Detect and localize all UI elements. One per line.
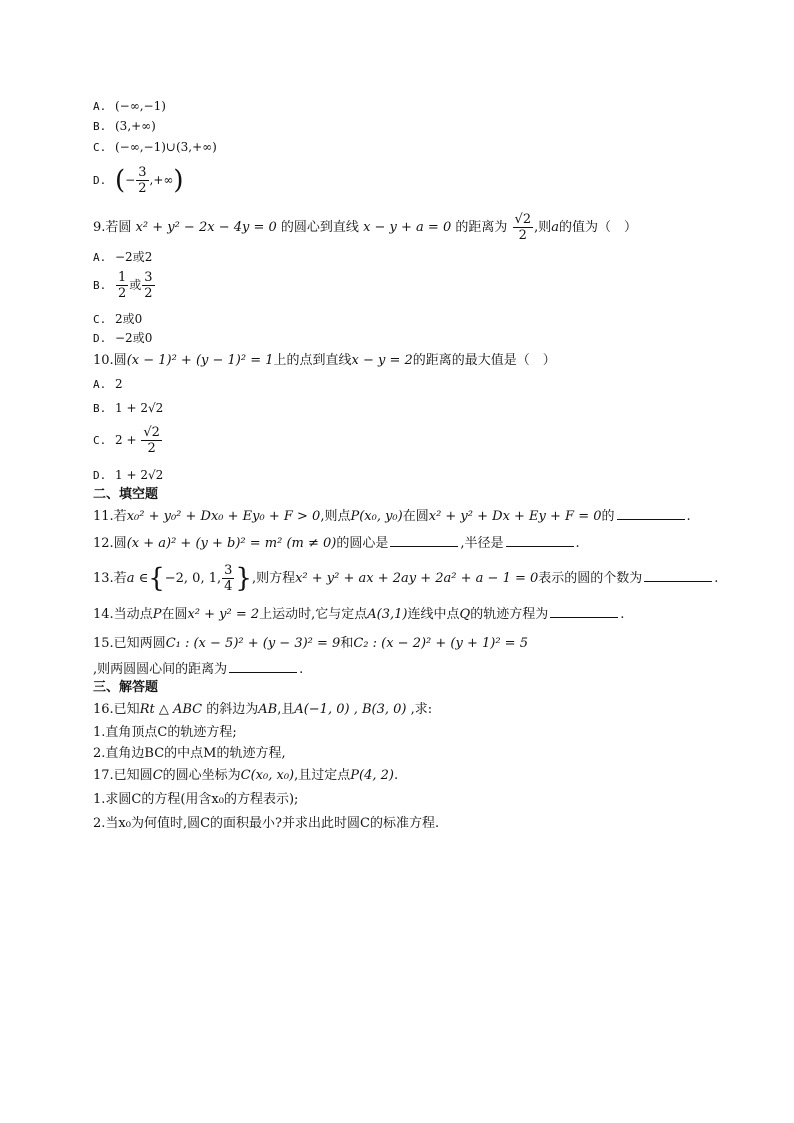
q14: 14.当动点P在圆x² + y² = 2上运动时,它与定点A(3,1)连线中点Q的轨迹方程为 . [93, 607, 625, 622]
q13: 13.若a ∈{−2, 0, 1, $\frac{3}{4}$ },则方程x² + y² + ax + 2ay + 2a² + a − 1 = 0表示的圆的个数为 . [93, 563, 719, 594]
q17: 17.已知圆C的圆心坐标为C(x₀, x₀),且过定点P(4, 2). [93, 768, 399, 783]
answer-blank[interactable] [229, 672, 297, 673]
q9-option-d: D. −2或0 [93, 331, 153, 345]
q9-option-c: C. 2或0 [93, 312, 143, 326]
section-answer-heading: 三、解答题 [93, 680, 159, 695]
fraction: $\frac{3}{2}$ [144, 270, 153, 301]
answer-blank[interactable] [550, 617, 618, 618]
q10-stem: 10.圆(x − 1)² + (y − 1)² = 1上的点到直线x − y = 2的距离的最大值是（ ） [93, 353, 556, 368]
q16: 16.已知Rt △ ABC 的斜边为AB,且A(−1, 0) , B(3, 0) ,求: [93, 702, 433, 717]
q8-option-a: A. (−∞,−1) [93, 99, 166, 113]
q10-option-a: A. 2 [93, 377, 123, 391]
q9-stem: 9.若圆 x² + y² − 2x − 4y = 0 的圆心到直线 x − y + a = 0 的距离为 $\frac{√2}{2}$ ,则a的值为（ ） [93, 212, 638, 243]
q17-sub1: 1.求圆C的方程(用含x₀的方程表示); [93, 792, 299, 807]
answer-blank[interactable] [390, 546, 458, 547]
fraction: $\frac{3}{4}$ [224, 563, 233, 594]
q8-option-b: B. (3,+∞) [93, 119, 156, 133]
q10-option-c: C. 2 + $\frac{√2}{2}$ [93, 425, 160, 456]
q9-option-a: A. −2或2 [93, 250, 153, 264]
q16-sub1: 1.直角顶点C的轨迹方程; [93, 725, 237, 740]
q12: 12.圆(x + a)² + (y + b)² = m² (m ≠ 0)的圆心是 ,半径是 . [93, 536, 580, 551]
q17-sub2: 2.当x₀为何值时,圆C的面积最小?并求出此时圆C的标准方程. [93, 816, 440, 831]
answer-blank[interactable] [617, 519, 685, 520]
distance-fraction: $\frac{√2}{2}$ [514, 212, 532, 243]
q9-option-b: B. $\frac{1}{2}$ 或 $\frac{3}{2}$ [93, 270, 153, 301]
fraction: $\frac{√2}{2}$ [143, 425, 160, 456]
q10-option-d: D. 1 + 2√2 [93, 468, 164, 482]
fraction: $\frac{1}{2}$ [118, 270, 127, 301]
answer-blank[interactable] [506, 546, 574, 547]
fraction: $\frac{3}{2}$ [138, 165, 147, 196]
q15: 15.已知两圆C₁ : (x − 5)² + (y − 3)² = 9和C₂ : (x − 2)² + (y + 1)² = 5 [93, 636, 528, 651]
q16-sub2: 2.直角边BC的中点M的轨迹方程, [93, 746, 286, 761]
q10-option-b: B. 1 + 2√2 [93, 401, 164, 415]
q8-option-c: C. (−∞,−1)∪(3,+∞) [93, 140, 217, 154]
q11: 11.若x₀² + y₀² + Dx₀ + Ey₀ + F > 0,则点P(x₀, y₀)在圆x² + y² + Dx + Ey + F = 0的 . [93, 509, 691, 524]
answer-blank[interactable] [644, 581, 712, 582]
q15-continued: ,则两圆圆心间的距离为 . [93, 662, 304, 677]
q8-option-d: D. (− $\frac{3}{2}$ ,+∞) [93, 165, 184, 196]
section-fill-in-heading: 二、填空题 [93, 487, 159, 502]
